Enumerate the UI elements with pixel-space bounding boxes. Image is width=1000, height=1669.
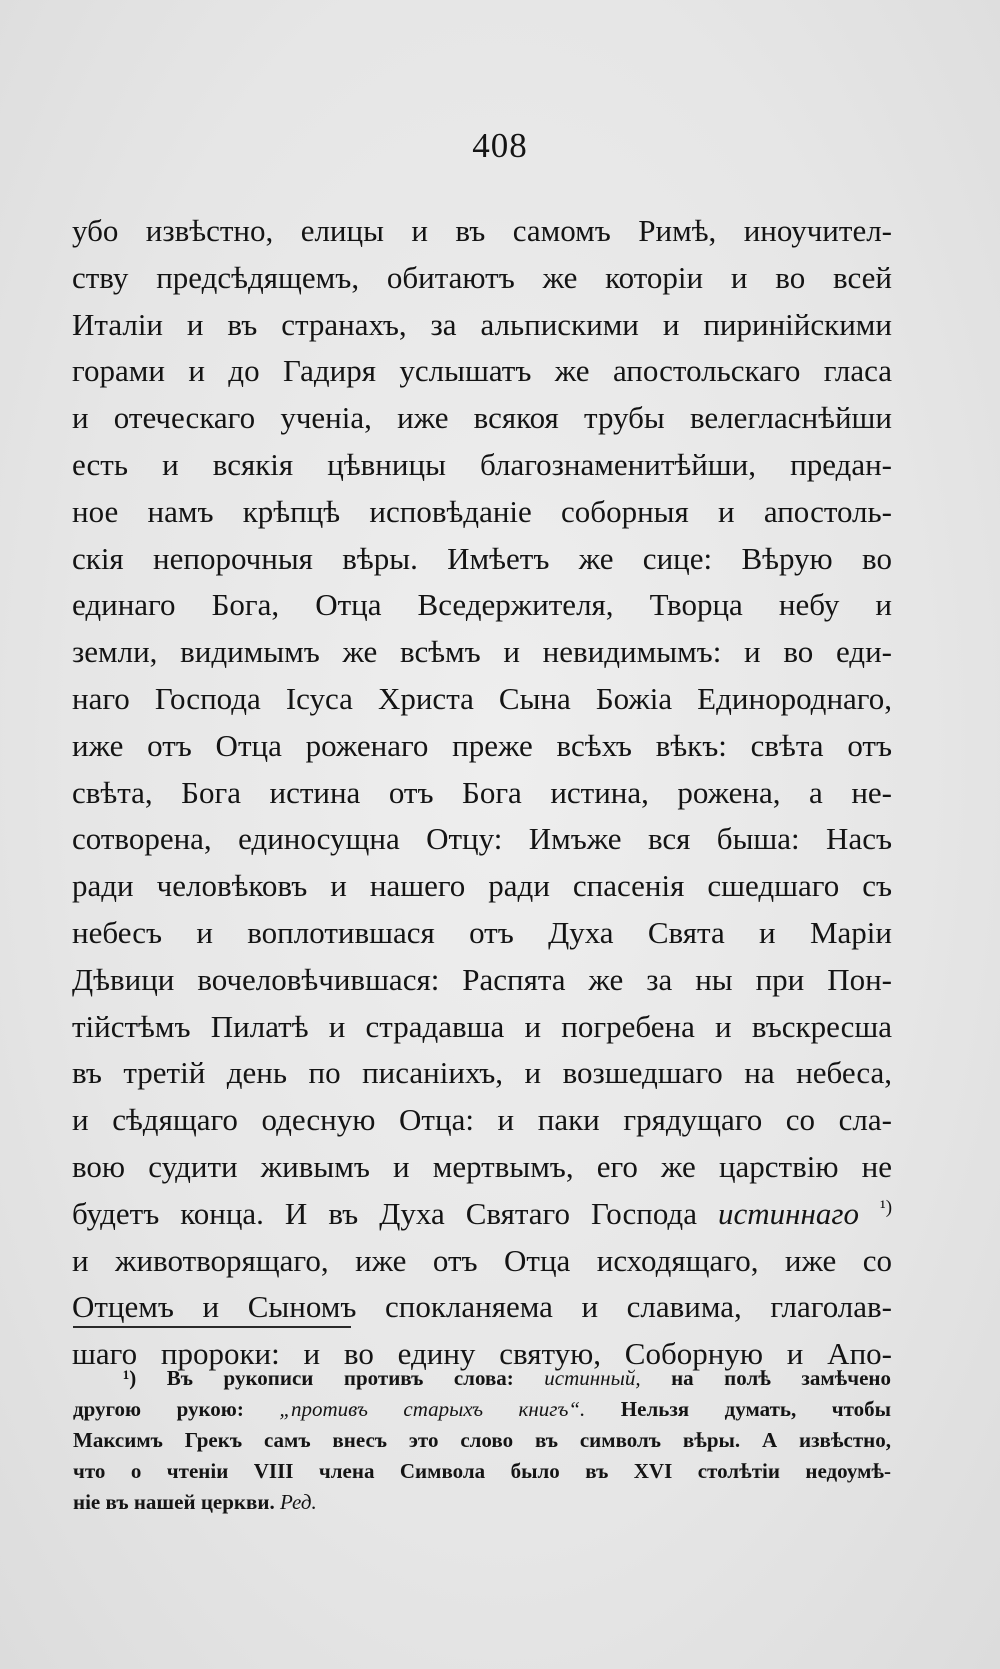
text-line: свѣта, Бога истина отъ Бога истина, рожена, а не- <box>72 774 892 810</box>
footnote-text: Въ рукописи противъ слова: <box>166 1366 514 1390</box>
footnote <box>73 1363 891 1518</box>
footnote-line <box>73 1394 891 1425</box>
page-number: 408 <box>472 126 528 165</box>
text-line: ради человѣковъ и нашего ради спасенія сшедшаго съ <box>72 868 892 904</box>
text-line: шаго пророки: и во едину святую, Соборную и Апо- <box>72 1336 892 1372</box>
text-line: ное намъ крѣпцѣ исповѣданіе соборныя и апостоль- <box>72 493 892 529</box>
text-line: небесъ и воплотившася отъ Духа Свята и Маріи <box>72 914 892 950</box>
text-line: и животворящаго, иже отъ Отца исходящаго, иже со <box>72 1242 892 1278</box>
footnote-italic: Ред. <box>279 1490 317 1514</box>
text-line: иже отъ Отца роженаго преже всѣхъ вѣкъ: свѣта отъ <box>72 727 892 763</box>
footnote-marker-label: ¹) <box>123 1366 137 1390</box>
footnote-text: ніе въ нашей церкви. <box>73 1490 275 1514</box>
footnote-text: на полѣ замѣчено <box>671 1366 891 1390</box>
text-line: въ третій день по писаніихъ, и возшедшаго на небеса, <box>72 1055 892 1091</box>
footnote-line: что о чтеніи VIII члена Символа было въ XVI столѣтіи недоумѣ- <box>73 1459 891 1483</box>
text-line: скія непорочныя вѣры. Имѣетъ же сице: Вѣрую во <box>72 540 892 576</box>
text-segment: будетъ конца. И въ Духа Святаго Господа <box>72 1195 697 1231</box>
text-line: наго Господа Ісуса Христа Сына Божіа Единороднаго, <box>72 680 892 716</box>
text-line: сотворена, единосущна Отцу: Имъже вся быша: Насъ <box>72 821 892 857</box>
footnote-line <box>73 1363 891 1394</box>
text-line: и сѣдящаго одесную Отца: и паки грядущаго со сла- <box>72 1102 892 1138</box>
text-line: горами и до Гадиря услышатъ же апостольскаго гласа <box>72 353 892 389</box>
text-line: ству предсѣдящемъ, обитаютъ же которіи и во всей <box>72 259 892 295</box>
text-line: убо извѣстно, елицы и въ самомъ Римѣ, иноучител- <box>72 213 892 248</box>
footnote-text: другою рукою: <box>73 1397 244 1421</box>
text-line: земли, видимымъ же всѣмъ и невидимымъ: и во еди- <box>72 634 892 670</box>
text-line: есть и всякія цѣвницы благознаменитѣйши, предан- <box>72 446 892 482</box>
footnote-line <box>73 1487 891 1518</box>
italic-word: истиннаго <box>717 1195 859 1231</box>
text-line-with-footnote <box>72 1191 892 1238</box>
text-line: Италіи и въ странахъ, за альпискими и пиринійскими <box>72 306 892 342</box>
footnote-italic: истинный, <box>544 1366 641 1390</box>
text-line: тійстѣмъ Пилатѣ и страдавша и погребена и въскресша <box>72 1008 892 1044</box>
footnote-line: Максимъ Грекъ самъ внесъ это слово въ символъ вѣры. А извѣстно, <box>73 1428 891 1452</box>
text-line: Отцемъ и Сыномъ спокланяема и славима, глаголав- <box>72 1289 892 1325</box>
body-text <box>72 208 892 1378</box>
text-line: вою судити живымъ и мертвымъ, его же царствію не <box>72 1148 892 1184</box>
text-line: единаго Бога, Отца Вседержителя, Творца небу и <box>72 587 892 623</box>
text-line: Дѣвици вочеловѣчившася: Распята же за ны при Пон- <box>72 961 892 997</box>
footnote-italic: „противъ старыхъ книгъ“. <box>279 1397 586 1421</box>
footnote-text: Нельзя думать, чтобы <box>620 1397 892 1421</box>
footnote-marker: ¹) <box>880 1196 893 1218</box>
text-line: и отеческаго ученіа, иже всякоя трубы велегласнѣйши <box>72 400 892 436</box>
footnote-divider <box>73 1326 351 1328</box>
